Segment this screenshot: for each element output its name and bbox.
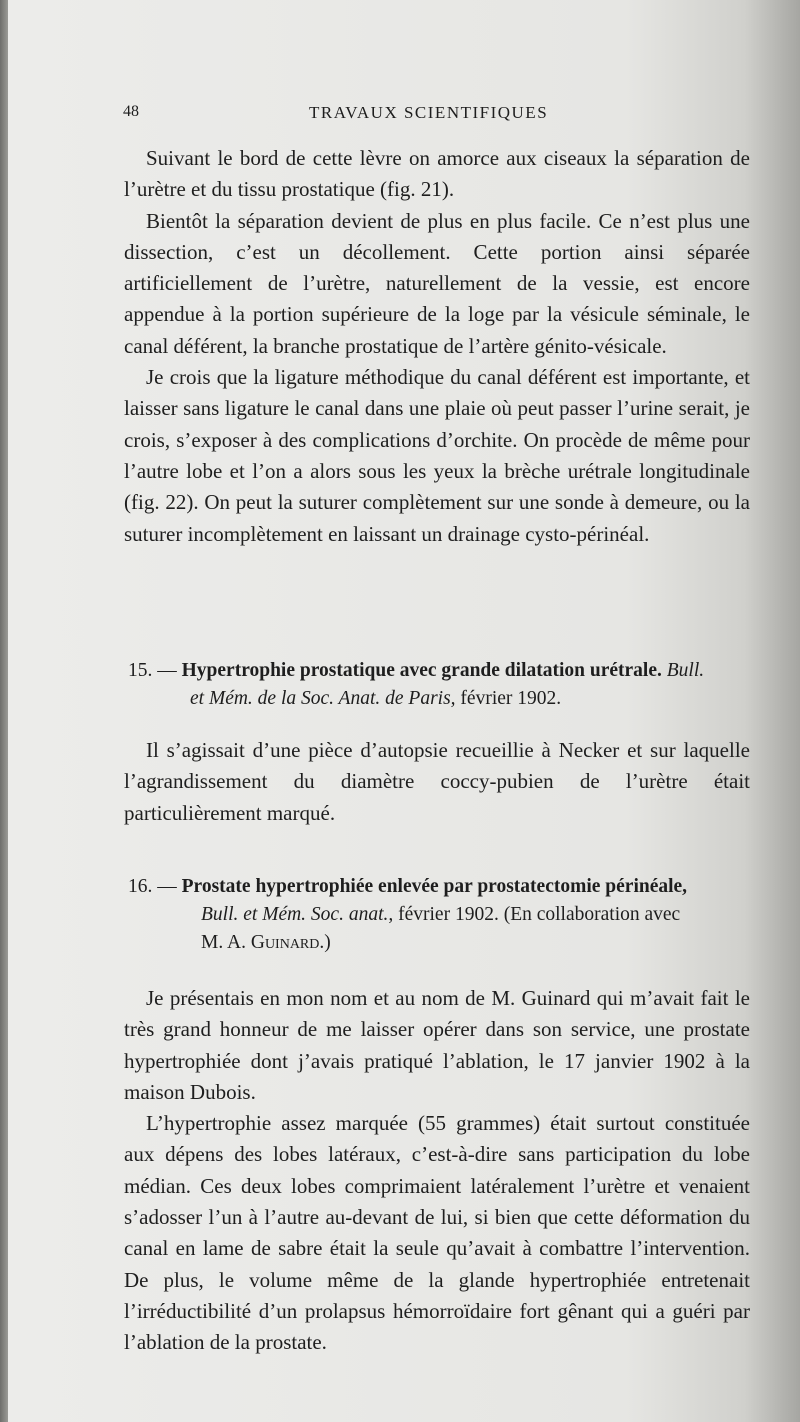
section-reference-15-body bbox=[124, 735, 750, 829]
paragraph: Il s’agissait d’une pièce d’autopsie recueillie à Necker et sur laquelle l’agrandissement du diamètre coccy-pubien de l’urètre était particulièrement marqué. bbox=[124, 738, 750, 825]
reference-number: 16. — bbox=[128, 876, 177, 897]
reference-15 bbox=[128, 657, 752, 713]
reference-journal: et Mém. de la Soc. Anat. de Paris, bbox=[190, 688, 456, 709]
page-gutter-shadow bbox=[0, 0, 8, 1422]
collaborator-close: ) bbox=[324, 932, 331, 953]
reference-title: Hypertrophie prostatique avec grande dilatation urétrale. bbox=[181, 660, 662, 681]
collaborator-prefix: M. A. bbox=[201, 932, 246, 953]
section-reference-16-body bbox=[124, 983, 750, 1359]
reference-journal: Bull. bbox=[666, 660, 705, 681]
reference-16 bbox=[128, 873, 752, 957]
section-surgical-technique bbox=[124, 143, 750, 550]
paragraph: L’hypertrophie assez marquée (55 grammes) était surtout constituée aux dépens des lobes latéraux, c’est-à-dire sans participation du lobe médian. Ces deux lobes comprimaient latéralement l’urètre et venaient s’adosser l’un à l’autre au-devant de lui, si bien que cette déformation du canal en lame de sabre était la seule qu’avait à combattre l’intervention. De plus, le volume même de la glande hypertrophiée entretenait l’irréductibilité d’un prolapsus hémorroïdaire fort gênant qui a guéri par l’ablation de la prostate. bbox=[124, 1111, 750, 1355]
reference-date: février 1902. bbox=[460, 688, 562, 709]
paragraph: Suivant le bord de cette lèvre on amorce aux ciseaux la séparation de l’urètre et du tissu prostatique (fig. 21). bbox=[124, 146, 750, 202]
reference-journal: Bull. et Mém. Soc. anat., bbox=[201, 904, 394, 925]
paragraph: Bientôt la séparation devient de plus en plus facile. Ce n’est plus une dissection, c’est un décollement. Cette portion ainsi séparée artificiellement de l’urètre, naturellement de la vessie, est encore appendue à la portion supérieure de la loge par la vésicule séminale, le canal déférent, la branche prostatique de l’artère génito-vésicale. bbox=[124, 208, 750, 358]
reference-date: février 1902. (En collaboration avec bbox=[398, 904, 681, 925]
paragraph: Je présentais en mon nom et au nom de M. Guinard qui m’avait fait le très grand honneur de me laisser opérer dans son service, une prostate hypertrophiée dont j’avais pratiqué l’ablation, le 17 janvier 1902 à la maison Dubois. bbox=[124, 986, 750, 1104]
reference-number: 15. — bbox=[128, 660, 177, 681]
collaborator-name: Guinard. bbox=[250, 932, 325, 953]
reference-title: Prostate hypertrophiée enlevée par prostatectomie périnéale, bbox=[181, 876, 688, 897]
page-number: 48 bbox=[123, 103, 139, 120]
paragraph: Je crois que la ligature méthodique du canal déférent est importante, et laisser sans ligature le canal dans une plaie où peut passer l’urine serait, je crois, s’exposer à des complications d’orchite. On procède de même pour l’autre lobe et l’on a alors sous les yeux la brèche urétrale longitudinale (fig. 22). On peut la suturer complètement sur une sonde à demeure, ou la suturer incomplètement en laissant un drainage cysto-périnéal. bbox=[124, 365, 750, 546]
running-title: TRAVAUX SCIENTIFIQUES bbox=[309, 103, 549, 122]
